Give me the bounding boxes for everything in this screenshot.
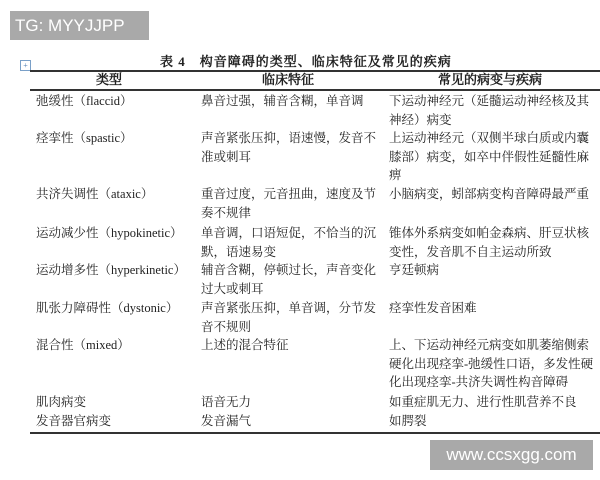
cell-line: 上、下运动神经元病变如肌萎缩侧索 [389, 338, 590, 352]
cell-line: 混合性（mixed） [36, 338, 130, 352]
table-move-handle-icon[interactable]: + [20, 60, 31, 71]
cell-type [36, 185, 153, 204]
header-type: 类型 [96, 72, 123, 87]
cell-line: 默，语速易变 [201, 244, 277, 259]
cell-line: 上述的混合特征 [201, 338, 289, 352]
cell-diseases [389, 224, 589, 261]
cell-line: 单音调，口语短促，不恰当的沉 [201, 226, 377, 240]
cell-diseases [389, 92, 589, 129]
cell-type [36, 261, 186, 280]
watermark-top-left: TG: MYYJJPP [10, 11, 149, 40]
cell-diseases [389, 336, 593, 392]
cell-line: 肌张力障碍性（dystonic） [36, 301, 179, 315]
cell-line: 过大或刺耳 [201, 281, 264, 296]
cell-line: 硬化出现痉挛-弛缓性口语，多发性硬 [389, 356, 594, 371]
cell-line: 鼻音过强，辅音含糊，单音调 [201, 94, 364, 108]
cell-line: 准或刺耳 [201, 149, 252, 164]
cell-line: 声音紧张压抑，语速慢，发音不 [201, 131, 377, 145]
table-bottom-rule [30, 432, 600, 434]
table-title: 表 4 构音障碍的类型、临床特征及常见的疾病 [160, 54, 452, 69]
cell-line: 下运动神经元（延髓运动神经核及其 [389, 94, 590, 108]
cell-type [36, 129, 133, 148]
cell-line: 化出现痉挛-共济失调性构音障碍 [389, 375, 569, 389]
cell-line: 辅音含糊，停顿过长，声音变化 [201, 263, 377, 277]
cell-line: 痉挛性发音困难 [389, 301, 477, 315]
cell-diseases [389, 299, 477, 318]
cell-type [36, 412, 111, 431]
cell-features [201, 92, 364, 111]
cell-line: 发音器官病变 [36, 414, 112, 428]
cell-type [36, 393, 86, 412]
cell-type [36, 336, 130, 355]
cell-line: 痹 [389, 168, 402, 182]
cell-line: 声音紧张压抑，单音调，分节发 [201, 301, 377, 315]
cell-line: 发音漏气 [201, 414, 252, 428]
cell-line: 如腭裂 [389, 414, 427, 428]
cell-line: 运动减少性（hypokinetic） [36, 226, 183, 240]
cell-type [36, 224, 183, 243]
cell-line: 共济失调性（ataxic） [36, 187, 154, 201]
cell-diseases [389, 129, 589, 185]
cell-line: 运动增多性（hyperkinetic） [36, 263, 186, 277]
cell-diseases [389, 393, 577, 412]
cell-features [201, 393, 251, 412]
cell-features [201, 185, 376, 222]
cell-line: 膝部）病变，如卒中伴假性延髓性麻 [389, 149, 590, 164]
header-features: 临床特征 [262, 72, 315, 87]
cell-features [201, 299, 376, 336]
watermark-bottom-right: www.ccsxgg.com [430, 440, 593, 470]
cell-line: 亨廷顿病 [389, 263, 440, 277]
cell-type [36, 92, 133, 111]
cell-features [201, 129, 376, 166]
header-diseases: 常见的病变与疾病 [438, 72, 543, 87]
cell-features [201, 261, 376, 298]
cell-line: 小脑病变，蚓部病变构音障碍最严重 [389, 187, 590, 201]
cell-line: 锥体外系病变如帕金森病、肝豆状核 [389, 226, 590, 240]
cell-diseases [389, 412, 427, 431]
cell-diseases [389, 185, 589, 204]
cell-line: 变性，发音肌不自主运动所致 [389, 244, 552, 259]
cell-diseases [389, 261, 439, 280]
cell-line: 弛缓性（flaccid） [36, 94, 133, 108]
cell-features [201, 412, 251, 431]
cell-line: 肌肉病变 [36, 395, 87, 409]
cell-line: 音不规则 [201, 319, 252, 334]
cell-line: 上运动神经元（双侧半球白质或内囊 [389, 131, 590, 145]
cell-line: 如重症肌无力、进行性肌营养不良 [389, 395, 577, 409]
cell-features [201, 224, 376, 261]
cell-line: 语音无力 [201, 395, 252, 409]
cell-line: 奏不规律 [201, 205, 252, 220]
cell-line: 痉挛性（spastic） [36, 131, 133, 145]
cell-features [201, 336, 289, 355]
header-rule [30, 89, 600, 91]
cell-line: 重音过度，元音扭曲，速度及节 [201, 187, 377, 201]
cell-line: 神经）病变 [389, 112, 452, 127]
cell-type [36, 299, 178, 318]
